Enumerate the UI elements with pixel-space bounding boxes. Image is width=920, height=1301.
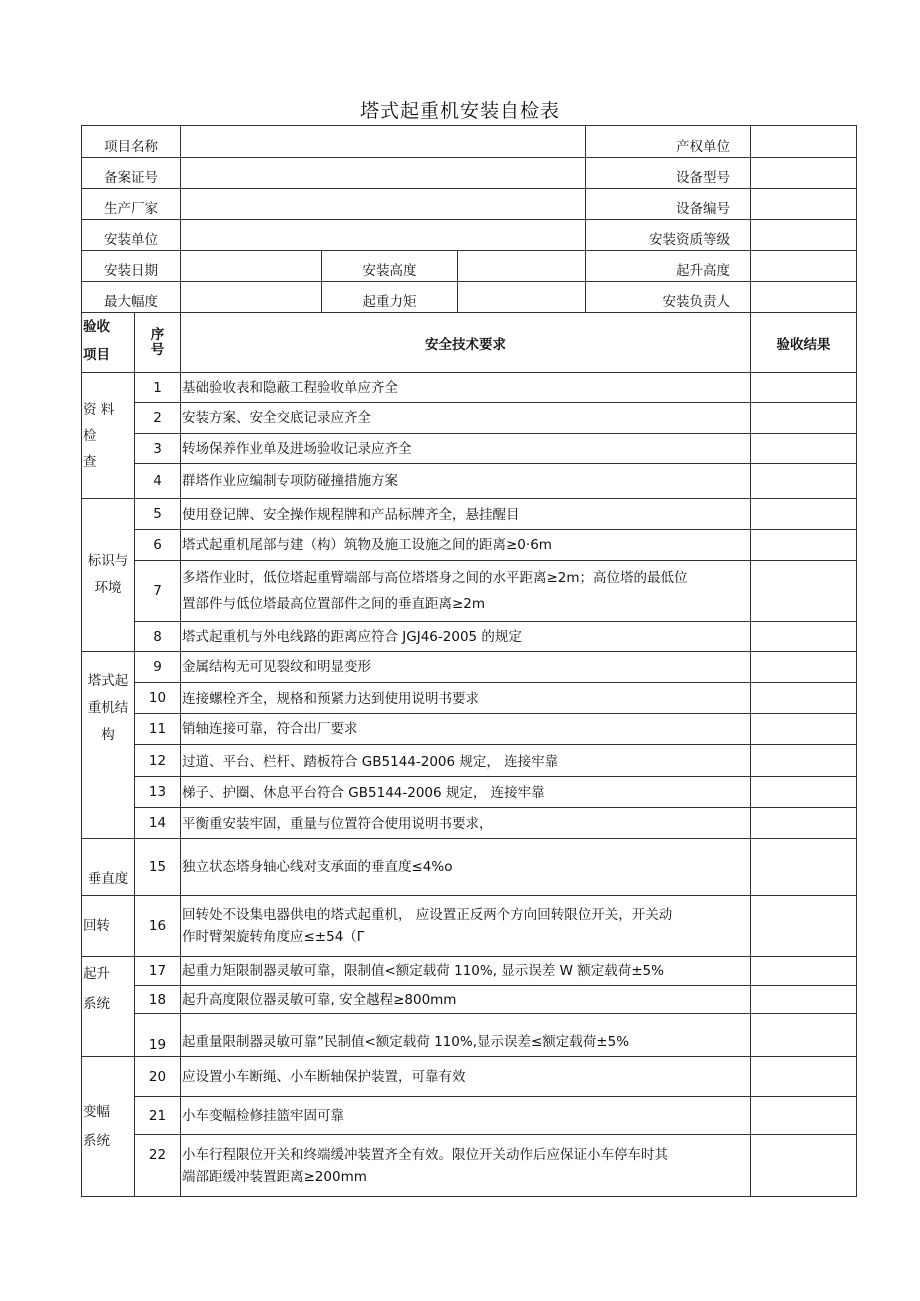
result-cell[interactable] bbox=[751, 1014, 857, 1057]
table-row bbox=[82, 683, 857, 714]
header-seq-line: 号 bbox=[150, 341, 165, 358]
table-header bbox=[82, 313, 857, 373]
install-height-field[interactable] bbox=[458, 251, 586, 282]
category-lift bbox=[82, 957, 135, 1057]
install-height-label: 安装高度 bbox=[322, 251, 458, 282]
category-line: 起升 bbox=[83, 966, 110, 982]
category-docs bbox=[82, 373, 135, 499]
item-no: 18 bbox=[135, 986, 181, 1014]
item-no: 15 bbox=[135, 839, 181, 896]
category-vertical: 垂直度 bbox=[82, 839, 135, 896]
item-requirement: 基础验收表和隐蔽工程验收单应齐全 bbox=[181, 373, 751, 403]
info-row bbox=[82, 282, 857, 313]
item-requirement-line: 置部件与低位塔最高位置部件之间的垂直距离≥2m bbox=[182, 596, 486, 612]
header-category bbox=[82, 313, 135, 373]
equipment-model-field[interactable] bbox=[751, 158, 857, 189]
category-line: 变幅 bbox=[83, 1103, 110, 1120]
category-slewing: 回转 bbox=[82, 896, 135, 957]
item-no: 16 bbox=[135, 896, 181, 957]
item-no: 13 bbox=[135, 777, 181, 808]
category-sign bbox=[82, 499, 135, 652]
item-no: 6 bbox=[135, 530, 181, 561]
item-requirement: 群塔作业应编制专项防碰撞措施方案 bbox=[181, 464, 751, 499]
item-requirement: 销轴连接可靠，符合出厂要求 bbox=[181, 714, 751, 745]
header-requirement: 安全技术要求 bbox=[181, 313, 751, 373]
result-cell[interactable] bbox=[751, 652, 857, 683]
result-cell[interactable] bbox=[751, 745, 857, 777]
category-line: 查 bbox=[83, 453, 97, 470]
result-cell[interactable] bbox=[751, 777, 857, 808]
install-leader-field[interactable] bbox=[751, 282, 857, 313]
item-requirement: 起升高度限位器灵敏可靠, 安全越程≥800mm bbox=[181, 986, 751, 1014]
result-cell[interactable] bbox=[751, 1057, 857, 1097]
table-row bbox=[82, 896, 857, 957]
record-no-field[interactable] bbox=[181, 158, 586, 189]
result-cell[interactable] bbox=[751, 434, 857, 464]
manufacturer-label: 生产厂家 bbox=[82, 189, 181, 220]
item-requirement: 安装方案、安全交底记录应齐全 bbox=[181, 403, 751, 434]
item-requirement-line: 端部距缓冲装置距离≥200mm bbox=[182, 1168, 367, 1185]
table-row bbox=[82, 499, 857, 530]
table-row bbox=[82, 622, 857, 652]
inspection-form bbox=[81, 125, 856, 1197]
item-requirement: 过道、平台、栏杆、踏板符合 GB5144-2006 规定， 连接牢靠 bbox=[181, 745, 751, 777]
install-date-label: 安装日期 bbox=[82, 251, 181, 282]
item-requirement: 转场保养作业单及进场验收记录应齐全 bbox=[181, 434, 751, 464]
table-row bbox=[82, 839, 857, 896]
item-requirement bbox=[181, 896, 751, 957]
item-requirement bbox=[181, 1135, 751, 1197]
info-row bbox=[82, 251, 857, 282]
table-row bbox=[82, 1014, 857, 1057]
result-cell[interactable] bbox=[751, 499, 857, 530]
item-requirement: 塔式起重机尾部与建（构）筑物及施工设施之间的距离≥0·6m bbox=[181, 530, 751, 561]
item-no: 7 bbox=[135, 561, 181, 622]
table-row bbox=[82, 403, 857, 434]
table-row bbox=[82, 957, 857, 986]
table-row bbox=[82, 464, 857, 499]
result-cell[interactable] bbox=[751, 714, 857, 745]
header-result: 验收结果 bbox=[751, 313, 857, 373]
category-luffing bbox=[82, 1057, 135, 1197]
info-row bbox=[82, 158, 857, 189]
item-no: 1 bbox=[135, 373, 181, 403]
category-line: 环境 bbox=[94, 580, 122, 596]
result-cell[interactable] bbox=[751, 683, 857, 714]
item-requirement: 金属结构无可见裂纹和明显变形 bbox=[181, 652, 751, 683]
header-category-line: 验收 bbox=[83, 319, 110, 335]
category-line: 构 bbox=[101, 727, 115, 743]
result-cell[interactable] bbox=[751, 622, 857, 652]
item-requirement: 起重量限制器灵敏可靠”民制值<额定载荷 110%,显示误差≤额定载荷±5% bbox=[181, 1014, 751, 1057]
install-date-field[interactable] bbox=[181, 251, 322, 282]
result-cell[interactable] bbox=[751, 530, 857, 561]
project-name-label: 项目名称 bbox=[82, 126, 181, 158]
item-requirement: 小车变幅检修挂篮牢固可靠 bbox=[181, 1097, 751, 1135]
page-title: 塔式起重机安装自检表 bbox=[359, 100, 560, 122]
item-no: 22 bbox=[135, 1135, 181, 1197]
item-requirement: 独立状态塔身轴心线对支承面的垂直度≤4%o bbox=[181, 839, 751, 896]
item-requirement: 起重力矩限制器灵敏可靠，限制值<额定载荷 110%, 显示误差 W 额定载荷±5% bbox=[181, 957, 751, 986]
item-no: 4 bbox=[135, 464, 181, 499]
result-cell[interactable] bbox=[751, 986, 857, 1014]
equipment-no-field[interactable] bbox=[751, 189, 857, 220]
item-requirement: 平衡重安装牢固，重量与位置符合使用说明书要求， bbox=[181, 808, 751, 839]
table-row bbox=[82, 373, 857, 403]
item-no: 5 bbox=[135, 499, 181, 530]
item-requirement: 梯子、护圈、休息平台符合 GB5144-2006 规定， 连接牢靠 bbox=[181, 777, 751, 808]
item-no: 19 bbox=[135, 1014, 181, 1057]
equipment-no-label: 设备编号 bbox=[586, 189, 751, 220]
item-requirement-line: 多塔作业时，低位塔起重臂端部与高位塔塔身之间的水平距离≥2m；高位塔的最低位 bbox=[182, 570, 688, 586]
table-row bbox=[82, 745, 857, 777]
table-row bbox=[82, 530, 857, 561]
result-cell[interactable] bbox=[751, 561, 857, 622]
item-requirement: 应设置小车断绳、小车断轴保护装置，可靠有效 bbox=[181, 1057, 751, 1097]
item-requirement: 塔式起重机与外电线路的距离应符合 JGJ46-2005 的规定 bbox=[181, 622, 751, 652]
category-line: 系统 bbox=[83, 996, 110, 1012]
item-requirement bbox=[181, 561, 751, 622]
info-row bbox=[82, 220, 857, 251]
item-requirement: 连接螺栓齐全，规格和预紧力达到使用说明书要求 bbox=[181, 683, 751, 714]
item-requirement: 使用登记牌、安全操作规程牌和产品标牌齐全，悬挂醒目 bbox=[181, 499, 751, 530]
result-cell[interactable] bbox=[751, 808, 857, 839]
table-row bbox=[82, 561, 857, 622]
item-requirement-line: 小车行程限位开关和终端缓冲装置齐全有效。限位开关动作后应保证小车停车时其 bbox=[182, 1146, 668, 1163]
max-range-field[interactable] bbox=[181, 282, 322, 313]
install-unit-label: 安装单位 bbox=[82, 220, 181, 251]
category-line: 资 料 检 bbox=[83, 401, 115, 444]
owner-unit-field[interactable] bbox=[751, 126, 857, 158]
item-no: 14 bbox=[135, 808, 181, 839]
item-no: 11 bbox=[135, 714, 181, 745]
install-qualification-label: 安装资质等级 bbox=[586, 220, 751, 251]
table-row bbox=[82, 434, 857, 464]
table-row bbox=[82, 652, 857, 683]
result-cell[interactable] bbox=[751, 896, 857, 957]
result-cell[interactable] bbox=[751, 373, 857, 403]
item-no: 17 bbox=[135, 957, 181, 986]
install-qualification-field[interactable] bbox=[751, 220, 857, 251]
result-cell[interactable] bbox=[751, 1097, 857, 1135]
item-no: 21 bbox=[135, 1097, 181, 1135]
lift-moment-field[interactable] bbox=[458, 282, 586, 313]
equipment-model-label: 设备型号 bbox=[586, 158, 751, 189]
table-row bbox=[82, 808, 857, 839]
header-category-line: 项目 bbox=[83, 347, 110, 363]
max-range-label: 最大幅度 bbox=[82, 282, 181, 313]
lift-height-label: 起升高度 bbox=[586, 251, 751, 282]
table-row bbox=[82, 777, 857, 808]
item-no: 20 bbox=[135, 1057, 181, 1097]
table-row bbox=[82, 1097, 857, 1135]
install-unit-field[interactable] bbox=[181, 220, 586, 251]
category-line: 重机结 bbox=[87, 700, 129, 716]
result-cell[interactable] bbox=[751, 839, 857, 896]
lift-moment-label: 起重力矩 bbox=[322, 282, 458, 313]
lift-height-field[interactable] bbox=[751, 251, 857, 282]
result-cell[interactable] bbox=[751, 957, 857, 986]
result-cell[interactable] bbox=[751, 464, 857, 499]
category-line: 标识与 bbox=[87, 553, 129, 569]
item-no: 12 bbox=[135, 745, 181, 777]
header-seq-line: 序 bbox=[150, 326, 165, 343]
item-requirement-line: 回转处不设集电器供电的塔式起重机， 应设置正反两个方向回转限位开关，开关动 bbox=[182, 907, 673, 923]
result-cell[interactable] bbox=[751, 1135, 857, 1197]
item-requirement-line: 作时臂架旋转角度应≤±54（Γ bbox=[182, 929, 365, 945]
table-row bbox=[82, 986, 857, 1014]
result-cell[interactable] bbox=[751, 403, 857, 434]
item-no: 3 bbox=[135, 434, 181, 464]
header-seq bbox=[135, 313, 181, 373]
owner-unit-label: 产权单位 bbox=[586, 126, 751, 158]
item-no: 2 bbox=[135, 403, 181, 434]
category-line: 系统 bbox=[83, 1132, 110, 1149]
table-row bbox=[82, 1057, 857, 1097]
table-row bbox=[82, 1135, 857, 1197]
install-leader-label: 安装负责人 bbox=[586, 282, 751, 313]
table-row bbox=[82, 714, 857, 745]
info-row bbox=[82, 189, 857, 220]
info-row bbox=[82, 126, 857, 158]
manufacturer-field[interactable] bbox=[181, 189, 586, 220]
item-no: 10 bbox=[135, 683, 181, 714]
item-no: 9 bbox=[135, 652, 181, 683]
item-no: 8 bbox=[135, 622, 181, 652]
project-name-field[interactable] bbox=[181, 126, 586, 158]
inspection-table bbox=[81, 125, 857, 1197]
category-line: 塔式起 bbox=[87, 673, 129, 689]
record-no-label: 备案证号 bbox=[82, 158, 181, 189]
category-structure bbox=[82, 652, 135, 839]
